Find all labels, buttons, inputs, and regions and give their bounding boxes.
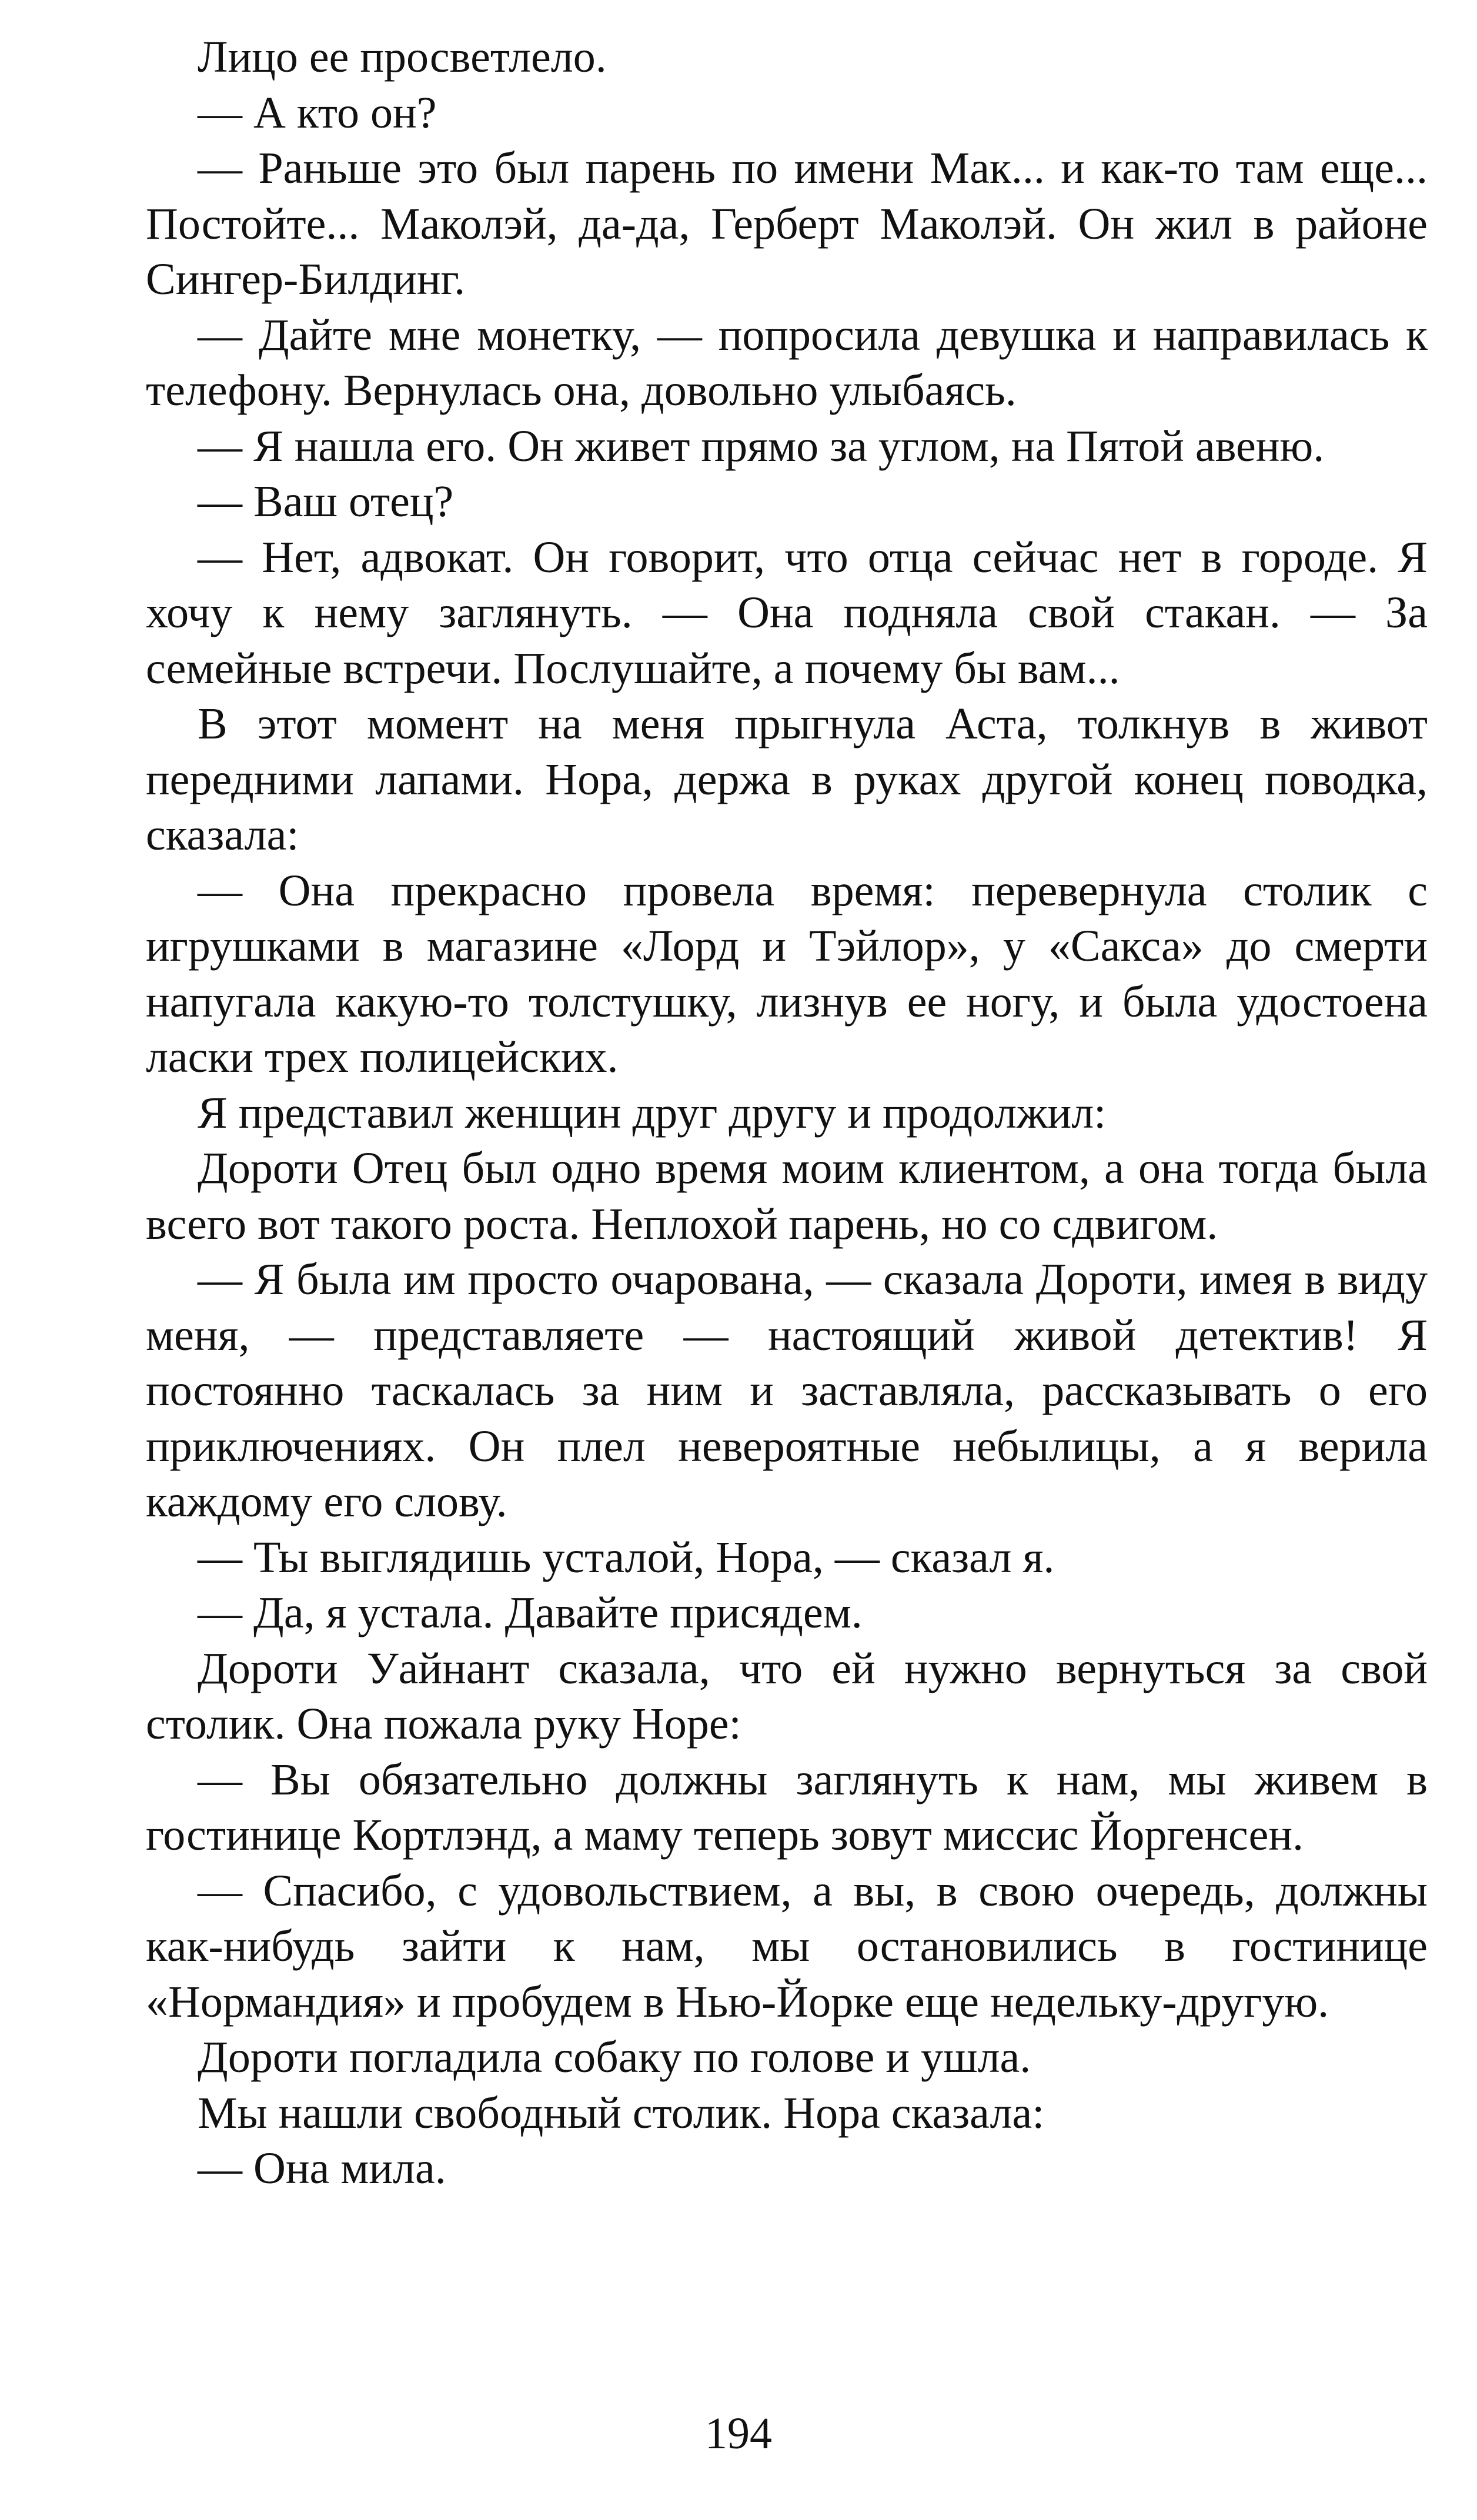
paragraph-19: Мы нашли свободный столик. Нора сказала:	[198, 2088, 1045, 2138]
paragraph-6: — Ваш отец?	[198, 477, 454, 526]
paragraph-10: Я представил женщин друг другу и продолжил:	[198, 1088, 1107, 1138]
paragraph-9: — Она прекрасно провела время: перевернула столик с игрушками в магазине «Лорд и Тэйлор», у «Сакса» до смерти напугала какую-то толстушку, лизнув ее ногу, и была удостоена ласки трех полицейских.	[146, 865, 1428, 1082]
paragraph-11: Дороти Отец был одно время моим клиентом, а она тогда была всего вот такого роста. Неплохой парень, но со сдвигом.	[146, 1144, 1428, 1249]
paragraph-8: В этот момент на меня прыгнула Аста, толкнув в живот передними лапами. Нора, держа в руках другой конец поводка, сказала:	[146, 699, 1428, 860]
paragraph-3: — Раньше это был парень по имени Мак... и как-то там еще... Постойте... Маколэй, да-да, Герберт Маколэй. Он жил в районе Сингер-Билдинг.	[146, 143, 1428, 304]
paragraph-12: — Я была им просто очарована, — сказала Дороти, имея в виду меня, — представляете — настоящий живой детектив! Я постоянно таскалась за ним и заставляла, рассказывать о его приключениях. Он плел невероятные небылицы, а я верила каждому его слову.	[146, 1255, 1428, 1526]
paragraph-14: — Да, я устала. Давайте присядем.	[198, 1588, 863, 1637]
body-text	[146, 29, 1428, 2197]
paragraph-16: — Вы обязательно должны заглянуть к нам, мы живем в гостинице Кортлэнд, а маму теперь зовут миссис Йоргенсен.	[146, 1754, 1428, 1860]
paragraph-2: — А кто он?	[198, 88, 437, 138]
paragraph-20: — Она мила.	[198, 2144, 446, 2193]
paragraph-4: — Дайте мне монетку, — попросила девушка и направилась к телефону. Вернулась она, довольно улыбаясь.	[146, 310, 1428, 415]
paragraph-13: — Ты выглядишь усталой, Нора, — сказал я.	[198, 1532, 1055, 1582]
paragraph-7: — Нет, адвокат. Он говорит, что отца сейчас нет в городе. Я хочу к нему заглянуть. — Она подняла свой стакан. — За семейные встречи. Послушайте, а почему бы вам...	[146, 532, 1428, 693]
paragraph-15: Дороти Уайнант сказала, что ей нужно вернуться за свой столик. Она пожала руку Норе:	[146, 1643, 1428, 1749]
paragraph-18: Дороти погладила собаку по голове и ушла.	[198, 2033, 1031, 2082]
paragraph-17: — Спасибо, с удовольствием, а вы, в свою очередь, должны как-нибудь зайти к нам, мы остановились в гостинице «Нормандия» и пробудем в Нью-Йорке еще недельку-другую.	[146, 1866, 1428, 2027]
paragraph-5: — Я нашла его. Он живет прямо за углом, на Пятой авеню.	[198, 421, 1325, 471]
paragraph-1: Лицо ее просветлело.	[198, 32, 607, 82]
page-number: 194	[705, 2409, 772, 2458]
